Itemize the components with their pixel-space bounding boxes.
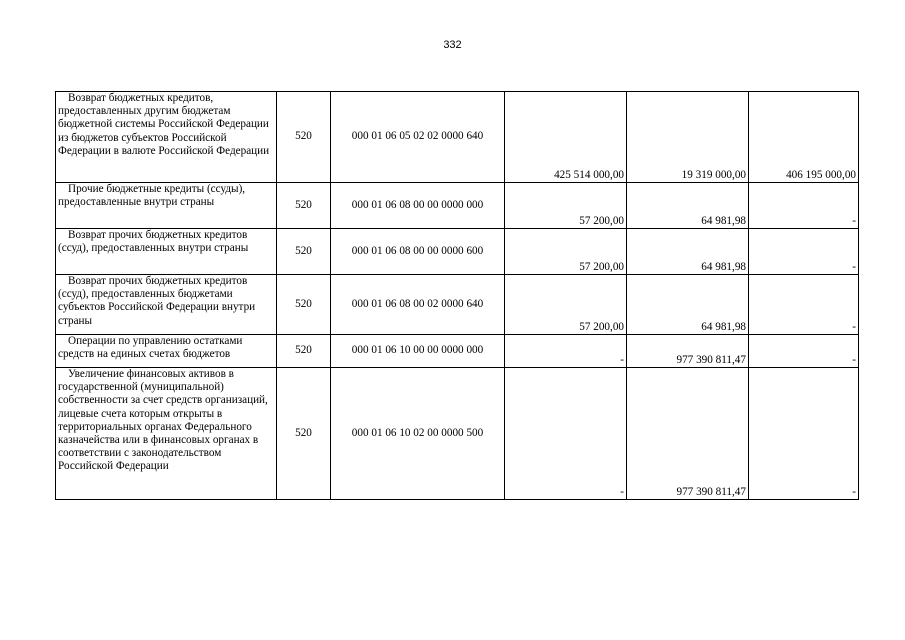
row-budget-code: 000 01 06 10 02 00 0000 500 [331, 368, 505, 500]
table-row [56, 368, 859, 500]
budget-sources-table [55, 91, 859, 500]
row-value-1: 57 200,00 [505, 275, 627, 335]
row-value-2: 64 981,98 [627, 229, 749, 275]
row-admin-code: 520 [277, 229, 331, 275]
row-value-3: - [749, 183, 859, 229]
row-value-3: 406 195 000,00 [749, 92, 859, 183]
row-value-3: - [749, 368, 859, 500]
row-value-1: - [505, 368, 627, 500]
page-number: 332 [443, 39, 462, 51]
row-name: Возврат бюджетных кредитов, предоставленных другим бюджетам бюджетной системы Российской Федерации из бюджетов субъектов Российской Федерации в валюте Российской Федерации [56, 92, 277, 183]
row-name: Операции по управлению остатками средств на единых счетах бюджетов [56, 335, 277, 368]
row-value-3: - [749, 335, 859, 368]
table-row [56, 335, 859, 368]
row-value-1: 57 200,00 [505, 229, 627, 275]
table-row [56, 229, 859, 275]
row-value-1: 425 514 000,00 [505, 92, 627, 183]
table-row [56, 183, 859, 229]
row-name: Прочие бюджетные кредиты (ссуды), предоставленные внутри страны [56, 183, 277, 229]
row-budget-code: 000 01 06 08 00 02 0000 640 [331, 275, 505, 335]
row-admin-code: 520 [277, 275, 331, 335]
table-row [56, 92, 859, 183]
row-admin-code: 520 [277, 92, 331, 183]
row-name: Возврат прочих бюджетных кредитов (ссуд), предоставленных внутри страны [56, 229, 277, 275]
row-value-2: 64 981,98 [627, 183, 749, 229]
row-value-3: - [749, 229, 859, 275]
row-budget-code: 000 01 06 10 00 00 0000 000 [331, 335, 505, 368]
row-value-3: - [749, 275, 859, 335]
row-value-1: - [505, 335, 627, 368]
row-value-2: 977 390 811,47 [627, 335, 749, 368]
row-budget-code: 000 01 06 05 02 02 0000 640 [331, 92, 505, 183]
row-value-2: 19 319 000,00 [627, 92, 749, 183]
row-admin-code: 520 [277, 335, 331, 368]
row-budget-code: 000 01 06 08 00 00 0000 600 [331, 229, 505, 275]
row-admin-code: 520 [277, 183, 331, 229]
row-name: Увеличение финансовых активов в государственной (муниципальной) собственности за счет средств организаций, лицевые счета которым открыты в территориальных органах Федерального казначейства или в финансовых органах в соответствии с законодательством Российской Федерации [56, 368, 277, 500]
row-admin-code: 520 [277, 368, 331, 500]
row-budget-code: 000 01 06 08 00 00 0000 000 [331, 183, 505, 229]
row-value-1: 57 200,00 [505, 183, 627, 229]
row-value-2: 64 981,98 [627, 275, 749, 335]
table-row [56, 275, 859, 335]
row-name: Возврат прочих бюджетных кредитов (ссуд), предоставленных бюджетами субъектов Российской Федерации внутри страны [56, 275, 277, 335]
row-value-2: 977 390 811,47 [627, 368, 749, 500]
